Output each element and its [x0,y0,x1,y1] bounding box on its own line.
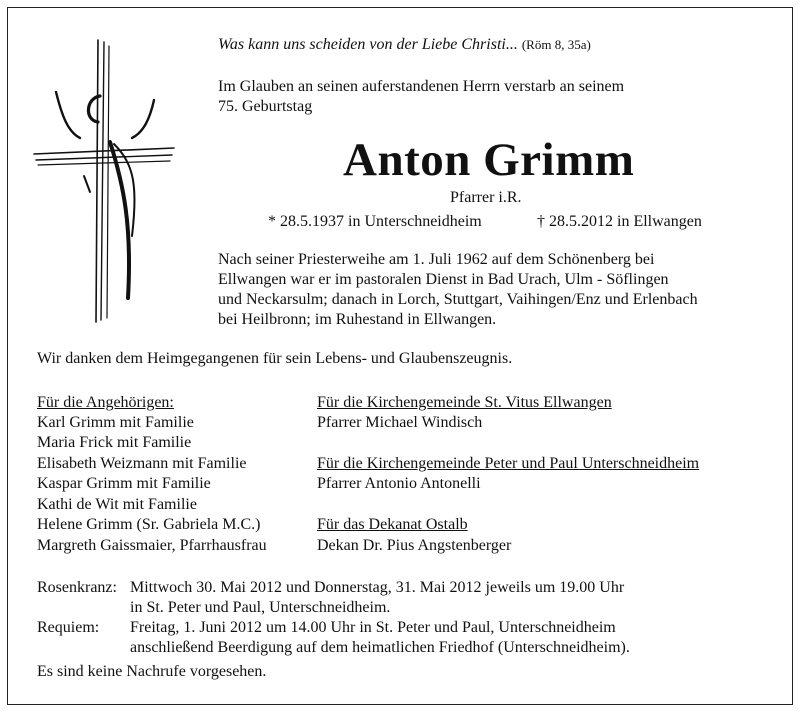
deceased-name: Anton Grimm [343,134,635,186]
death-date: † 28.5.2012 in Ellwangen [537,213,702,230]
family-member: Kathi de Wit mit Familie [37,496,197,513]
biography-line: bei Heilbronn; im Ruhestand in Ellwangen. [218,311,497,328]
deceased-title: Pfarrer i.R. [450,189,522,206]
biography-line: und Neckarsulm; danach in Lorch, Stuttgart, Vaihingen/Enz und Erlenbach [218,291,698,308]
intro-line: Im Glauben an seinen auferstandenen Herrn verstarb an seinem [218,78,625,95]
family-member: Kaspar Grimm mit Familie [37,475,211,492]
motto [218,35,591,55]
family-member: Maria Frick mit Familie [37,434,192,451]
requiem-label: Requiem: [37,619,100,636]
rosary-line: in St. Peter und Paul, Unterschneidheim. [130,599,391,616]
rosary-label: Rosenkranz: [37,579,117,596]
intro-line: 75. Geburtstag [218,98,313,115]
closing-note: Es sind keine Nachrufe vorgesehen. [37,663,267,680]
church-heading: Für die Kirchengemeinde St. Vitus Ellwangen [317,394,612,411]
requiem-line: Freitag, 1. Juni 2012 um 14.00 Uhr in St. Peter und Paul, Unterschneidheim [130,619,616,636]
biography-line: Ellwangen war er im pastoralen Dienst in Bad Urach, Ulm - Söflingen [218,271,669,288]
family-member: Helene Grimm (Sr. Gabriela M.C.) [37,516,261,533]
church-person: Dekan Dr. Pius Angstenberger [317,537,512,554]
family-member: Karl Grimm mit Familie [37,414,194,431]
church-person: Pfarrer Antonio Antonelli [317,475,481,492]
crucifix-icon [28,36,178,326]
family-member: Elisabeth Weizmann mit Familie [37,455,247,472]
church-heading: Für das Dekanat Ostalb [317,516,468,533]
church-person: Pfarrer Michael Windisch [317,414,483,431]
rosary-line: Mittwoch 30. Mai 2012 und Donnerstag, 31. Mai 2012 jeweils um 19.00 Uhr [130,579,625,596]
family-heading: Für die Angehörigen: [37,394,174,411]
motto-reference: (Röm 8, 35a) [521,37,591,52]
family-member: Margreth Gaissmaier, Pfarrhausfrau [37,537,267,554]
birth-date: * 28.5.1937 in Unterschneidheim [268,213,482,230]
thanks-text: Wir danken dem Heimgegangenen für sein Lebens- und Glaubenszeugnis. [37,350,513,367]
requiem-line: anschließend Beerdigung auf dem heimatlichen Friedhof (Unterschneidheim). [130,639,630,656]
church-heading: Für die Kirchengemeinde Peter und Paul Unterschneidheim [317,455,700,472]
motto-text: Was kann uns scheiden von der Liebe Christi... [218,36,518,53]
biography-line: Nach seiner Priesterweihe am 1. Juli 1962 auf dem Schönenberg bei [218,251,655,268]
